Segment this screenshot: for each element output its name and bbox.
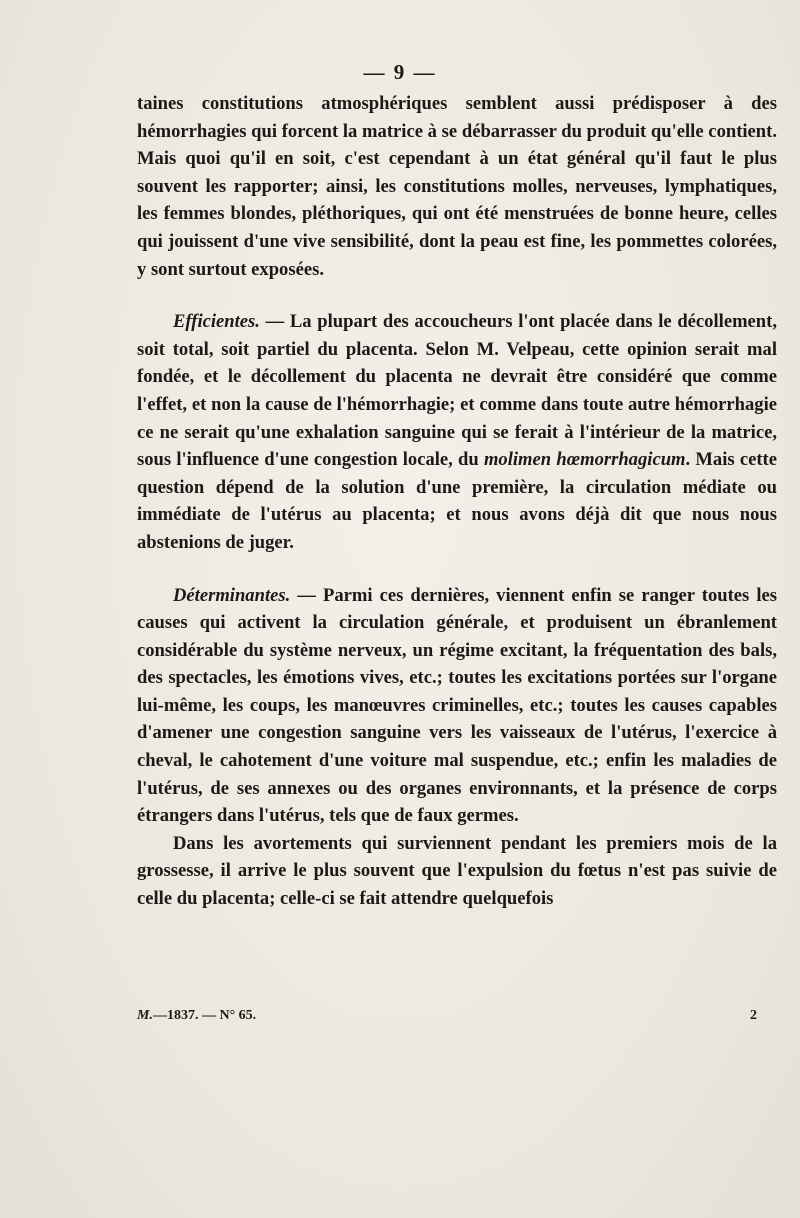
printer-signature-line [137, 1008, 777, 1024]
page-number: — 9 — [363, 60, 437, 84]
paragraph-determinantes-text: — Parmi ces dernières, viennent enfin se ranger toutes les causes qui activent la circulation générale, et produisent un ébranlement considérable du système nerveux, un régime excitant, la fréquentation des bals, des spectacles, les émotions vives, etc.; toutes les excitations portées sur l'organe lui-même, les coups, les manœuvres criminelles, etc.; toutes les causes capables d'amener une congestion sanguine vers les vaisseaux de l'utérus, l'exercice à cheval, le cahotement d'une voiture mal suspendue, etc.; enfin les maladies de l'utérus, de ses annexes ou des organes environnants, et la présence de corps étrangers dans l'utérus, tels que de faux germes. [137, 584, 777, 827]
paragraph-determinantes [137, 582, 777, 830]
latin-term: molimen hœmorrhagicum [483, 449, 686, 471]
paragraph-efficientes-text-b: . Mais cette question dépend de la solution d'une première, la circulation médiate ou immédiate de l'utérus au placenta; et nous avons déjà dit que nous nous abstenions de juger. [137, 449, 777, 553]
paragraph-continuation: taines constitutions atmosphériques semblent aussi prédisposer à des hémorrhagies qui forcent la matrice à se débarrasser du produit qu'elle contient. Mais quoi qu'il en soit, c'est cependant à un état général qu'il faut le plus souvent les rapporter; ainsi, les constitutions molles, nerveuses, lymphatiques, les femmes blondes, pléthoriques, qui ont été menstruées de bonne heure, celles qui jouissent d'une vive sensibilité, dont la peau est fine, les pommettes colorées, y sont surtout exposées. [137, 93, 777, 280]
paragraph-efficientes [137, 308, 777, 556]
printer-signature [137, 1008, 256, 1024]
signature-prefix: M. [137, 1008, 153, 1023]
body-text [137, 90, 777, 913]
paragraph-efficientes-text-a: — La plupart des accoucheurs l'ont placée dans le décollement, soit total, soit partiel du placenta. Selon M. Velpeau, cette opinion serait mal fondée, et le décollement du placenta ne devrait être considéré que comme l'effet, et non la cause de l'hémorrhagie; et comme dans toute autre hémorrhagie ce ne serait qu'une exhalation sanguine qui se ferait à l'intérieur de la matrice, sous l'influence d'une congestion locale, du [137, 311, 777, 471]
section-heading-efficientes: Efficientes. [173, 311, 260, 333]
signature-details: —1837. — N° 65. [152, 1008, 257, 1023]
signature-number: 2 [750, 1008, 757, 1023]
paragraph-avortements: Dans les avortements qui surviennent pendant les premiers mois de la grossesse, il arrive le plus souvent que l'expulsion du fœtus n'est pas suivie de celle du placenta; celle-ci se fait attendre quelquefois [137, 832, 777, 910]
section-heading-determinantes: Déterminantes. [173, 584, 291, 606]
